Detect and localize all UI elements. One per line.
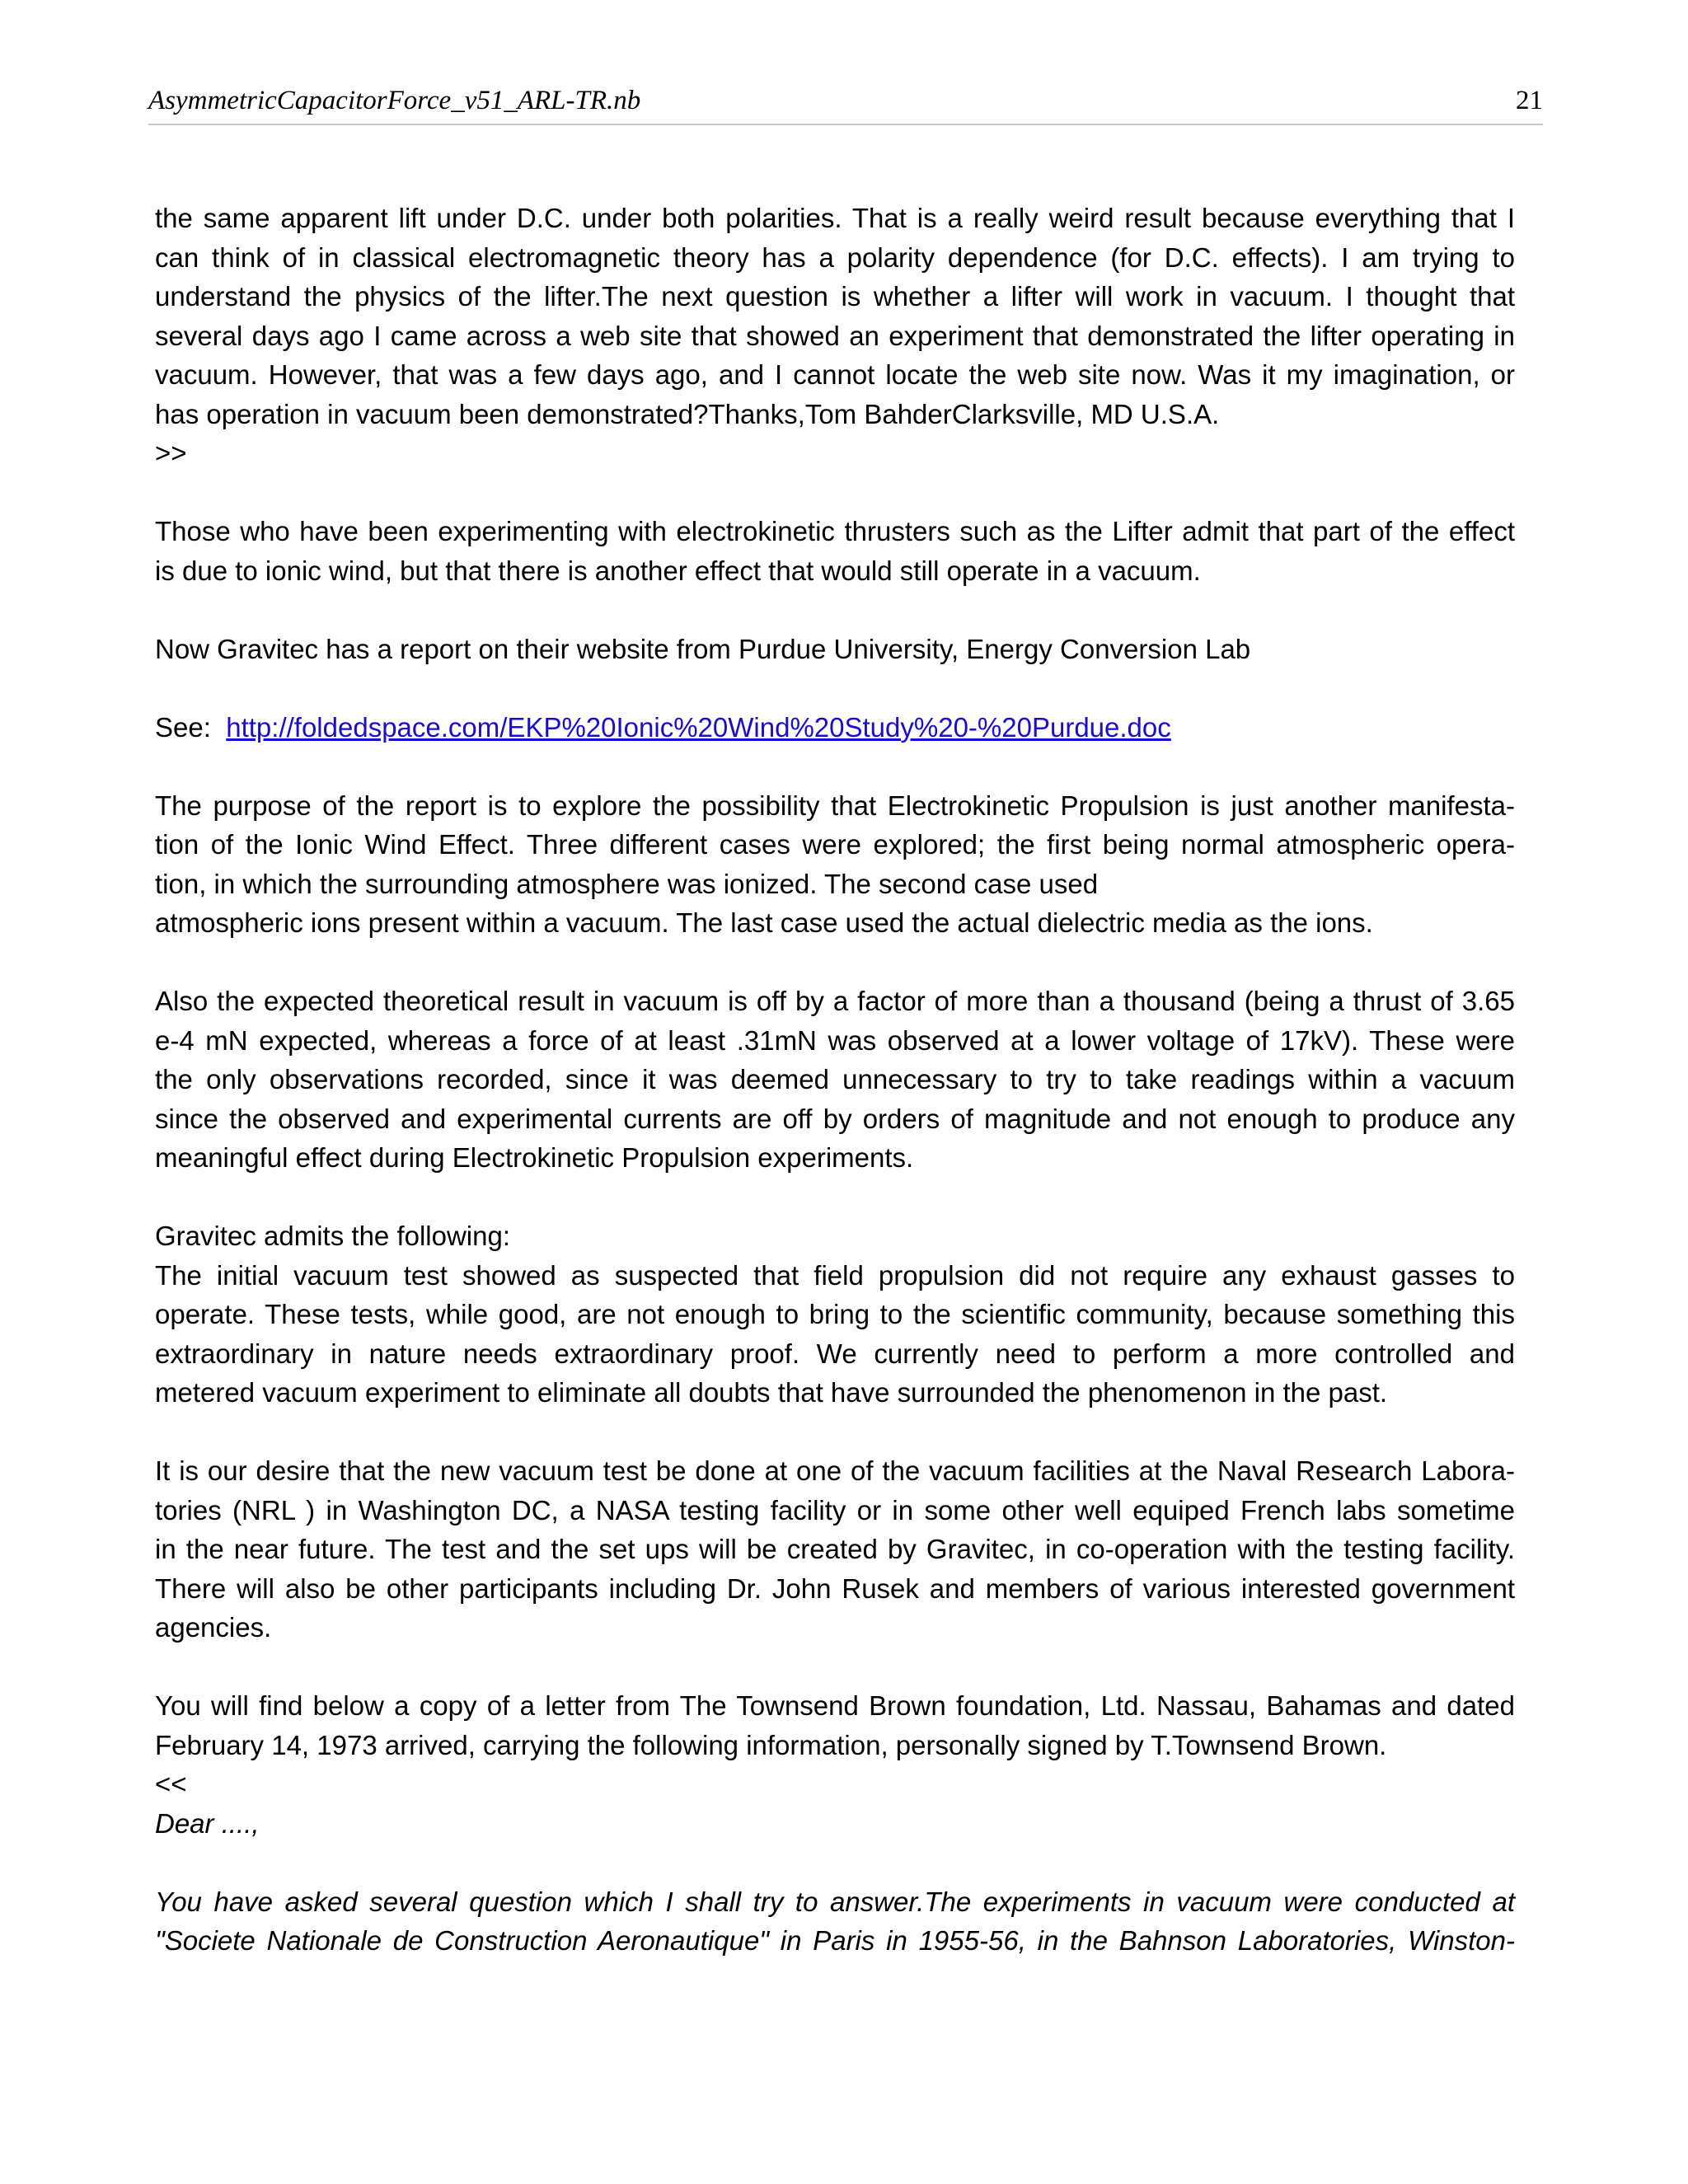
paragraph-vacuum-test-plan bbox=[155, 1451, 1515, 1647]
text-line: You will find below a copy of a letter from The Townsend Brown foundation, Ltd. Nassau, Bahamas and dated bbox=[155, 1690, 1515, 1721]
paragraph-letter-body bbox=[155, 1882, 1515, 1961]
paragraph-gravitec-report bbox=[155, 630, 1515, 669]
text-line: the same apparent lift under D.C. under both polarities. That is a really weird result because everything that I bbox=[155, 203, 1515, 233]
text-line: atmospheric ions present within a vacuum. The last case used the actual dielectric media as the ions. bbox=[155, 907, 1373, 938]
text-line: Gravitec admits the following: bbox=[155, 1221, 511, 1251]
text-line: metered vacuum experiment to eliminate all doubts that have surrounded the phenomenon in the past. bbox=[155, 1377, 1388, 1408]
see-line bbox=[155, 708, 1515, 748]
document-body bbox=[155, 199, 1515, 1999]
quote-end-marker: >> bbox=[155, 438, 187, 468]
page-number: 21 bbox=[1516, 86, 1543, 115]
paragraph-gravitec-admits bbox=[155, 1216, 1515, 1413]
paragraph-report-purpose bbox=[155, 786, 1515, 943]
see-label: See: bbox=[155, 711, 211, 743]
text-line: tion of the Ionic Wind Effect. Three different cases were explored; the first being normal atmospheric opera- bbox=[155, 829, 1515, 860]
text-line: has operation in vacuum been demonstrated?Thanks,Tom BahderClarksville, MD U.S.A. bbox=[155, 398, 1220, 429]
text-line: is due to ionic wind, but that there is another effect that would still operate in a vacuum. bbox=[155, 555, 1201, 586]
text-line: can think of in classical electromagnetic theory has a polarity dependence (for D.C. effects). I am trying to bbox=[155, 241, 1515, 273]
text-line: "Societe Nationale de Construction Aeronautique" in Paris in 1955-56, in the Bahnson Laboratories, Winston- bbox=[155, 1925, 1515, 1956]
purdue-report-link[interactable]: http://foldedspace.com/EKP%20Ionic%20Wind%20Study%20-%20Purdue.doc bbox=[226, 711, 1171, 743]
text-line: since the observed and experimental currents are off by orders of magnitude and not enough to produce any bbox=[155, 1103, 1515, 1134]
text-line: understand the physics of the lifter.The next question is whether a lifter will work in vacuum. I thought that bbox=[155, 281, 1515, 312]
page-header bbox=[148, 81, 1543, 125]
text-line: agencies. bbox=[155, 1612, 272, 1643]
text-line: You have asked several question which I shall try to answer.The experiments in vacuum were conducted at bbox=[155, 1886, 1515, 1917]
text-line: Now Gravitec has a report on their website from Purdue University, Energy Conversion Lab bbox=[155, 633, 1251, 664]
paragraph-quoted-message bbox=[155, 199, 1515, 473]
text-line: It is our desire that the new vacuum test be done at one of the vacuum facilities at the Naval Research Labora- bbox=[155, 1455, 1515, 1486]
letter-salutation: Dear ...., bbox=[155, 1807, 260, 1839]
text-line: The initial vacuum test showed as suspected that field propulsion did not require any exhaust gasses to bbox=[155, 1259, 1515, 1291]
text-line: in the near future. The test and the set ups will be created by Gravitec, in co-operation with the testing facility. bbox=[155, 1534, 1515, 1564]
text-line: vacuum. However, that was a few days ago, and I cannot locate the web site now. Was it my imagination, or bbox=[155, 359, 1515, 390]
text-line: e-4 mN expected, whereas a force of at least .31mN was observed at a lower voltage of 17kV). These were bbox=[155, 1024, 1515, 1056]
text-line: extraordinary in nature needs extraordinary proof. We currently need to perform a more controlled and bbox=[155, 1338, 1515, 1369]
quote-start-marker: << bbox=[155, 1769, 187, 1799]
paragraph-theoretical-result bbox=[155, 982, 1515, 1178]
paragraph-ionic-wind bbox=[155, 512, 1515, 590]
text-line: The purpose of the report is to explore the possibility that Electrokinetic Propulsion is just another manifesta- bbox=[155, 790, 1515, 821]
text-line: meaningful effect during Electrokinetic Propulsion experiments. bbox=[155, 1142, 914, 1173]
paragraph-see-link bbox=[155, 708, 1515, 748]
text-line: Also the expected theoretical result in vacuum is off by a factor of more than a thousand (being a thrust of 3.65 bbox=[155, 986, 1515, 1016]
paragraph-townsend-letter-intro bbox=[155, 1686, 1515, 1843]
text-line: Those who have been experimenting with electrokinetic thrusters such as the Lifter admit that part of the effect bbox=[155, 516, 1515, 546]
document-title: AsymmetricCapacitorForce_v51_ARL-TR.nb bbox=[148, 86, 641, 115]
text-line: February 14, 1973 arrived, carrying the following information, personally signed by T.Townsend Brown. bbox=[155, 1729, 1387, 1760]
text-line: There will also be other participants including Dr. John Rusek and members of various interested government bbox=[155, 1572, 1515, 1604]
text-line: tion, in which the surrounding atmosphere was ionized. The second case used bbox=[155, 868, 1099, 899]
text-line: several days ago I came across a web site that showed an experiment that demonstrated the lifter operating in bbox=[155, 320, 1515, 351]
text-line: operate. These tests, while good, are not enough to bring to the scientific community, because something this bbox=[155, 1299, 1515, 1329]
text-line: tories (NRL ) in Washington DC, a NASA testing facility or in some other well equiped French labs sometime bbox=[155, 1494, 1515, 1526]
text-line: the only observations recorded, since it was deemed unnecessary to try to take readings within a vacuum bbox=[155, 1064, 1515, 1094]
